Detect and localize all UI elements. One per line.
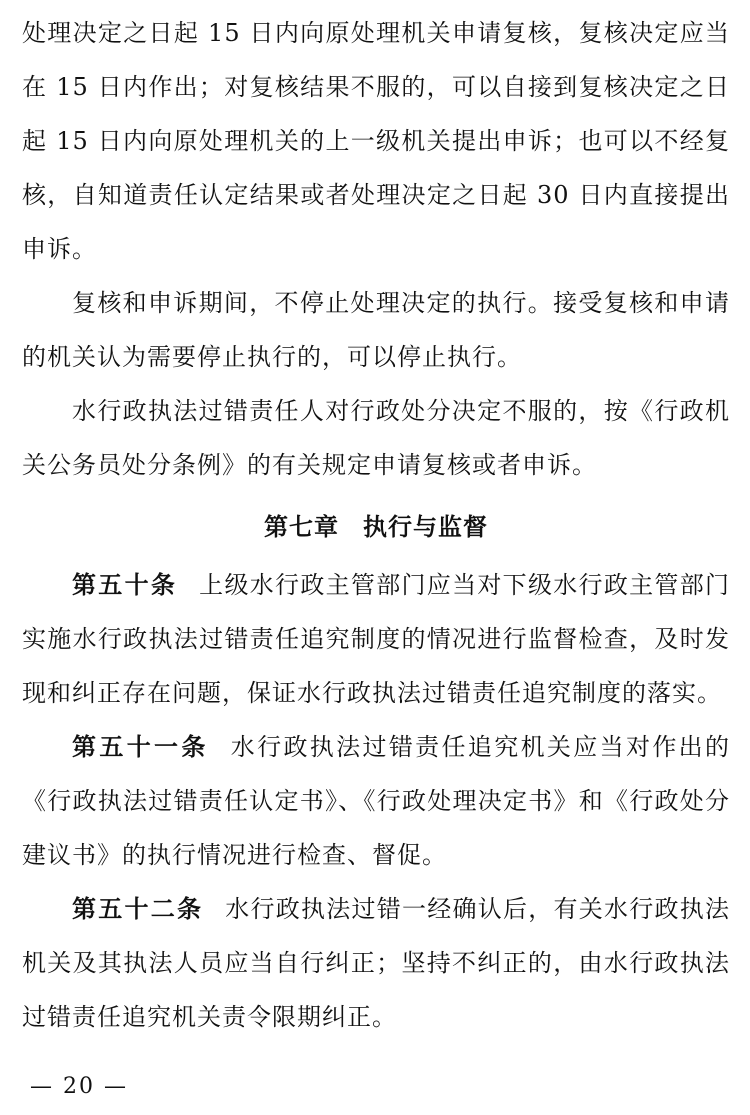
article-50-head: 第五十条 [72, 570, 178, 599]
chapter-title: 执行与监督 [363, 513, 488, 541]
page-number: — 20 — [30, 1074, 128, 1099]
article-50 [22, 558, 730, 720]
article-51-head: 第五十一条 [72, 732, 209, 761]
article-51-body: 水行政执法过错责任追究机关应当对作出的《行政执法过错责任认定书》、《行政处理决定书》和《行政处分建议书》的执行情况进行检查、督促。 [22, 733, 731, 869]
article-51 [22, 720, 730, 882]
article-52 [22, 882, 730, 1044]
article-52-head: 第五十二条 [72, 894, 204, 923]
chapter-heading [22, 500, 730, 554]
article-52-body: 水行政执法过错一经确认后，有关水行政执法机关及其执法人员应当自行纠正；坚持不纠正的，由水行政执法过错责任追究机关责令限期纠正。 [22, 895, 730, 1031]
paragraph-continuation: 处理决定之日起 15 日内向原处理机关申请复核，复核决定应当在 15 日内作出；对复核结果不服的，可以自接到复核决定之日起 15 日内向原处理机关的上一级机关提出申诉；也可以不经复核，自知道责任认定结果或者处理决定之日起 30 日内直接提出申诉。 [22, 19, 730, 263]
article-50-body: 上级水行政主管部门应当对下级水行政主管部门实施水行政执法过错责任追究制度的情况进行监督检查，及时发现和纠正存在问题，保证水行政执法过错责任追究制度的落实。 [22, 571, 731, 707]
paragraph-review-period: 复核和申诉期间，不停止处理决定的执行。接受复核和申请的机关认为需要停止执行的，可以停止执行。 [22, 289, 730, 371]
document-page [22, 6, 730, 1044]
paragraph-disciplinary-appeal: 水行政执法过错责任人对行政处分决定不服的，按《行政机关公务员处分条例》的有关规定申请复核或者申诉。 [22, 397, 730, 479]
chapter-number: 第七章 [264, 513, 339, 541]
